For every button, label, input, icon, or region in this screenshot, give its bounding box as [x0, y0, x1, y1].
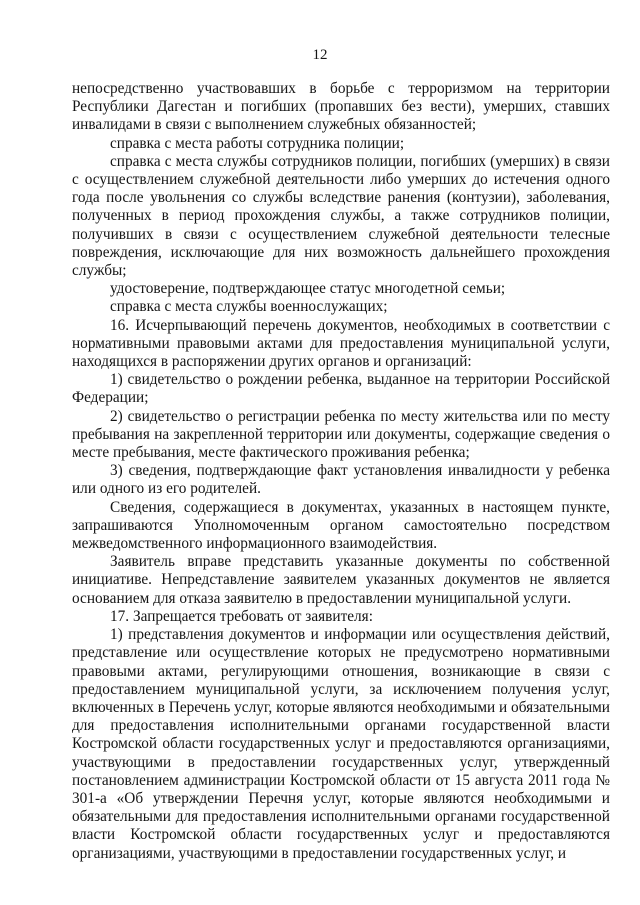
document-body: [72, 80, 610, 863]
paragraph-clause-16-item-3: 3) сведения, подтверждающие факт установления инвалидности у ребенка или одного из его родителей.: [72, 462, 610, 498]
paragraph-clause-16: 16. Исчерпывающий перечень документов, необходимых в соответствии с нормативными правовыми актами для предоставления муниципальной услуги, находящихся в распоряжении других органов и организаций:: [72, 316, 610, 371]
paragraph-police-service-certificate: справка с места службы сотрудников полиции, погибших (умерших) в связи с осуществлением служебной деятельности либо умерших до истечения одного года после увольнения со службы вследствие ранения (контузии), заболевания, полученных в период прохождения службы, а также сотрудников полиции, получивших в связи с осуществлением служебной деятельности телесные повреждения, исключающие для них возможность дальнейшего прохождения службы;: [72, 152, 610, 280]
paragraph-police-work-certificate: справка с места работы сотрудника полиции;: [110, 134, 405, 152]
paragraph-clause-16-item-2: 2) свидетельство о регистрации ребенка по месту жительства или по месту пребывания на закрепленной территории или документы, содержащие сведения о месте пребывания, месте фактического проживания ребенка;: [72, 407, 610, 462]
paragraph-clause-17: 17. Запрещается требовать от заявителя:: [110, 607, 373, 625]
paragraph-continuation: непосредственно участвовавших в борьбе с терроризмом на территории Республики Дагестан и погибших (пропавших без вести), умерших, ставших инвалидами в связи с выполнением служебных обязанностей;: [72, 80, 610, 134]
page-number: 12: [312, 47, 328, 63]
paragraph-applicant-right: Заявитель вправе представить указанные документы по собственной инициативе. Непредставление заявителем указанных документов не является основанием для отказа заявителю в предоставлении муниципальной услуги.: [72, 553, 610, 607]
paragraph-large-family-certificate: удостоверение, подтверждающее статус многодетной семьи;: [110, 280, 506, 298]
paragraph-clause-16-item-1: 1) свидетельство о рождении ребенка, выданное на территории Российской Федерации;: [72, 371, 610, 407]
paragraph-interagency-request: Сведения, содержащиеся в документах, указанных в настоящем пункте, запрашиваются Уполномоченным органом самостоятельно посредством межведомственного информационного взаимодействия.: [72, 498, 610, 553]
paragraph-clause-17-item-1: 1) представления документов и информации или осуществления действий, представление или осуществление которых не предусмотрено нормативными правовыми актами, регулирующими отношения, возникающие в связи с предоставлением муниципальной услуги, за исключением получения услуг, включенных в Перечень услуг, которые являются необходимыми и обязательными для предоставления исполнительными органами государственной власти Костромской области государственных услуг и предоставляются организациями, участвующими в предоставлении государственных услуг, утвержденный постановлением администрации Костромской области от 15 августа 2011 года № 301-а «Об утверждении Перечня услуг, которые являются необходимыми и обязательными для предоставления исполнительными органами государственной власти Костромской области государственных услуг и предоставляются организациями, участвующими в предоставлении государственных услуг, и: [72, 626, 610, 862]
paragraph-military-service-certificate: справка с места службы военнослужащих;: [110, 298, 388, 316]
